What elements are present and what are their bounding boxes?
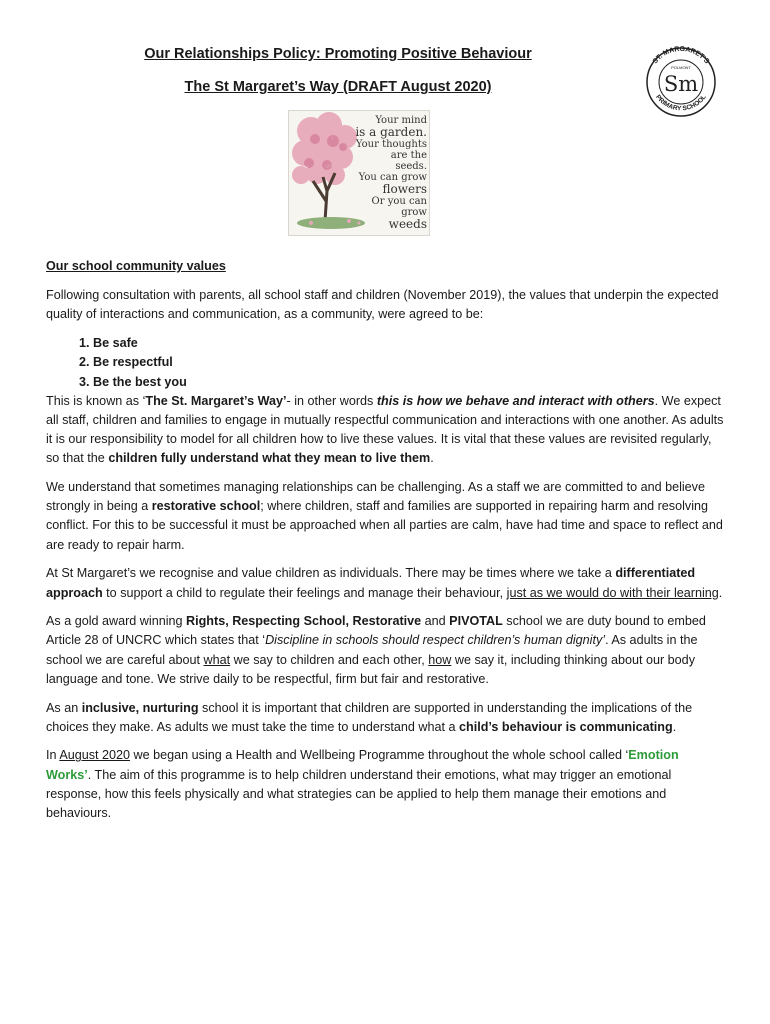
poster-line: are the — [390, 150, 427, 161]
logo-ring-bottom: PRIMARY SCHOOL — [654, 93, 708, 113]
value-item: 2. Be respectful — [93, 353, 726, 372]
poster-line: You can grow — [358, 172, 427, 183]
svg-text:ST. MARGARET'S — [652, 46, 711, 66]
paragraph-st-margarets-way: This is known as ‘The St. Margaret’s Way’- in other words this is how we behave and interact with others. We expect all staff, children and families to engage in mutually respectful communication and interactions with one another. As adults it is our responsibility to model for all children how to live these values. It is vital that these values are revisited regularly, so that the children fully understand what they mean to live them. — [46, 393, 724, 466]
logo-monogram: Sm — [663, 72, 699, 96]
poster-line: flowers — [382, 182, 427, 196]
page-title: Our Relationships Policy: Promoting Positive Behaviour — [144, 46, 532, 62]
value-item: 1. Be safe — [93, 334, 726, 353]
value-item: 3. Be the best you — [93, 373, 726, 392]
section-heading: Our school community values — [46, 259, 226, 273]
paragraph-restorative: We understand that sometimes managing relationships can be challenging. As a staff we are committed to and believe strongly in being a restorative school; where children, staff and families are supported in repairing harm and resolving conflict. For this to be successful it must be approached when all parties are calm, have had time and space to reflect and are ready to repair harm. — [46, 480, 723, 552]
page-subtitle: The St Margaret’s Way (DRAFT August 2020) — [184, 79, 492, 95]
poster-line: Your mind — [375, 115, 427, 126]
paragraph-rights-respecting: As a gold award winning Rights, Respecting School, Restorative and PIVOTAL school we are duty bound to embed Article 28 of UNCRC which states that ‘Discipline in schools should respect children’s human dignity’. As adults in the school we are careful about what we say to children and each other, how we say it, including thinking about our body language and tone. We strive daily to be respectful, firm but fair and restorative. — [46, 614, 706, 686]
intro-paragraph: Following consultation with parents, all school staff and children (November 2019), the values that underpin the expected quality of interactions and communication, as a community, were agreed to be: — [46, 288, 719, 322]
document-body — [46, 257, 726, 833]
values-list — [46, 334, 726, 392]
garden-poster-image — [288, 110, 430, 236]
poster-line: weeds — [388, 217, 427, 231]
poster-line: is a garden. — [355, 125, 427, 139]
poster-line: Or you can grow — [371, 196, 427, 218]
poster-text — [345, 115, 427, 231]
paragraph-inclusive: As an inclusive, nurturing school it is important that children are supported in understanding the implications of the choices they make. As adults we must take the time to understand what a child’s behaviour is communicating. — [46, 700, 693, 734]
school-logo — [640, 44, 722, 118]
logo-ring-top: ST. MARGARET'S — [651, 45, 711, 66]
paragraph-emotion-works: In August 2020 we began using a Health and Wellbeing Programme throughout the whole school called ‘Emotion Works’. The aim of this programme is to help children understand their emotions, what may trigger an emotional response, how this feels physically and what strategies can be applied to help them manage their emotions and behaviours. — [46, 748, 679, 821]
poster-line: seeds. — [395, 161, 427, 172]
poster-line: Your thoughts — [355, 139, 427, 150]
logo-small-text: POLMONT — [671, 65, 691, 70]
paragraph-differentiated: At St Margaret’s we recognise and value children as individuals. There may be times where we take a differentiated approach to support a child to regulate their feelings and manage their behaviour, just as we would do with their learning. — [46, 566, 723, 600]
